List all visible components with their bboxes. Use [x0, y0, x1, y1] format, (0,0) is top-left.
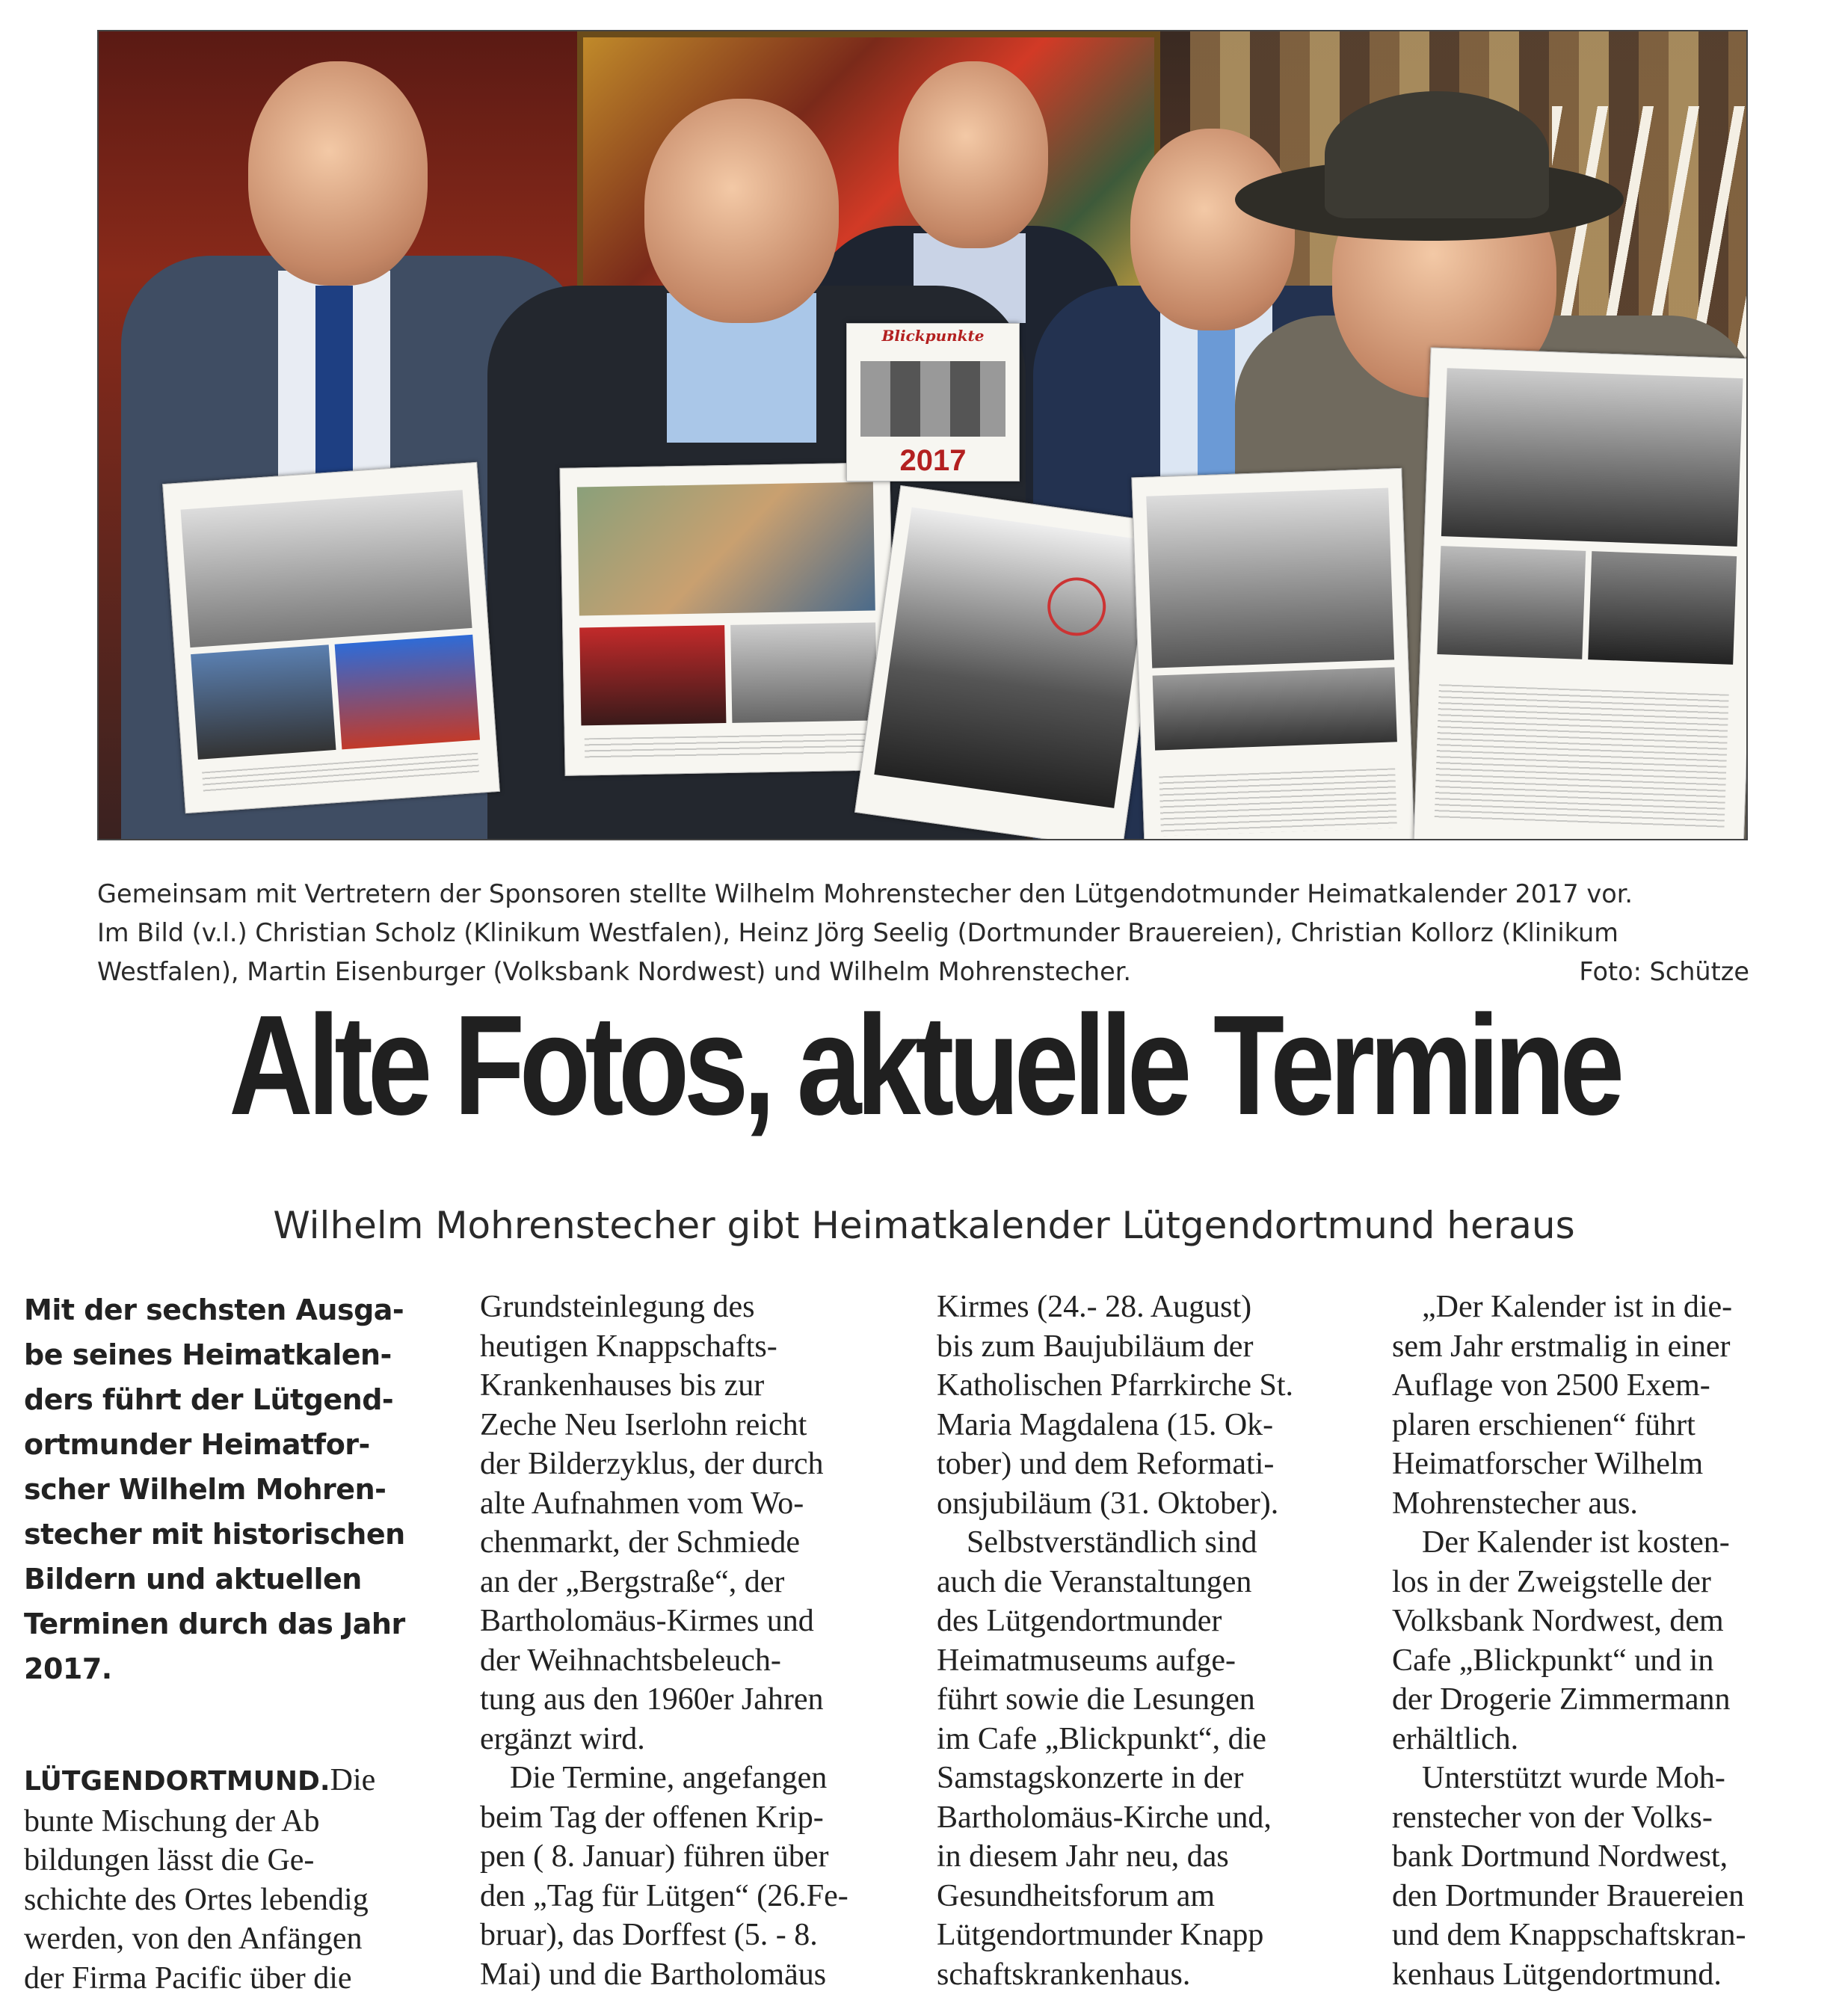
- column-line: bruar), das Dorffest (5. - 8.: [480, 1918, 818, 1952]
- lead-line: stecher mit historischen: [24, 1518, 405, 1551]
- calendar-cover-title: Blickpunkte: [881, 327, 985, 345]
- lead-line: be seines Heimatkalen-: [24, 1338, 392, 1371]
- column-line: Auflage von 2500 Exem-: [1392, 1368, 1710, 1403]
- column-line: Die Termine, angefangen: [510, 1761, 828, 1795]
- column-line: Heimatmuseums aufge-: [937, 1643, 1236, 1678]
- column-line: der Weihnachtsbeleuch-: [480, 1643, 781, 1678]
- column-line: Lütgendortmunder Knapp: [937, 1918, 1264, 1952]
- photo-caption: [97, 875, 1749, 991]
- column-line: [24, 1761, 443, 1802]
- calendar-cover-year: 2017: [899, 444, 967, 477]
- column-line: Unterstützt wurde Moh-: [1422, 1761, 1725, 1795]
- column-line: Bartholomäus-Kirmes und: [480, 1604, 814, 1638]
- column-line: beim Tag der offenen Krip-: [480, 1800, 824, 1835]
- column-line: der Drogerie Zimmermann: [1392, 1682, 1731, 1717]
- column-line: bildungen lässt die Ge-: [24, 1843, 315, 1877]
- article-column-2: [480, 1288, 899, 1994]
- lead-line: Mit der sechsten Ausga-: [24, 1293, 404, 1326]
- lead-line: ders führt der Lütgend-: [24, 1383, 394, 1416]
- column-line: heutigen Knappschafts-: [480, 1329, 777, 1364]
- column-line: plaren erschienen“ führt: [1392, 1407, 1695, 1442]
- lead-line: ortmunder Heimatfor-: [24, 1428, 370, 1461]
- column-line: Bartholomäus-Kirche und,: [937, 1800, 1272, 1835]
- column-line: Volksbank Nordwest, dem: [1392, 1604, 1724, 1638]
- calendar-sheet-5: [1414, 347, 1748, 840]
- caption-line: Westfalen), Martin Eisenburger (Volksbank Nordwest) und Wilhelm Mohrenstecher.: [97, 957, 1132, 986]
- column-line: Mohrenstecher aus.: [1392, 1486, 1638, 1521]
- column-line: pen ( 8. Januar) führen über: [480, 1839, 829, 1874]
- caption-line: Gemeinsam mit Vertretern der Sponsoren stellte Wilhelm Mohrenstecher den Lütgendotmunder Heimatkalender 2017 vor.: [97, 879, 1633, 908]
- column-line: Gesundheitsforum am: [937, 1878, 1216, 1913]
- column-line: ergänzt wird.: [480, 1721, 645, 1756]
- column-line: bis zum Baujubiläum der: [937, 1329, 1254, 1364]
- column-line: Cafe „Blickpunkt“ und in: [1392, 1643, 1714, 1678]
- column-line: werden, von den Anfängen: [24, 1922, 363, 1956]
- article-photo: [97, 30, 1748, 840]
- calendar-cover: [846, 323, 1020, 482]
- article-headline: Alte Fotos, aktuelle Termine: [229, 986, 1619, 1145]
- column-line: Grundsteinlegung des: [480, 1290, 755, 1324]
- lead-line: Bildern und aktuellen: [24, 1563, 362, 1596]
- column-line: bank Dortmund Nordwest,: [1392, 1839, 1728, 1874]
- column-line: den Dortmunder Brauereien: [1392, 1878, 1745, 1913]
- column-text: Die: [330, 1763, 376, 1797]
- article-column-3: [937, 1288, 1355, 1994]
- calendar-sheet-3: [854, 485, 1168, 840]
- column-line: Maria Magdalena (15. Ok-: [937, 1407, 1274, 1442]
- column-line: in diesem Jahr neu, das: [937, 1839, 1229, 1874]
- column-line: „Der Kalender ist in die-: [1422, 1290, 1733, 1324]
- article-subheadline: Wilhelm Mohrenstecher gibt Heimatkalender Lütgendortmund heraus: [273, 1204, 1575, 1247]
- column-line: alte Aufnahmen vom Wo-: [480, 1486, 804, 1521]
- column-line: führt sowie die Lesungen: [937, 1682, 1255, 1717]
- article-column-4: [1392, 1288, 1811, 1994]
- column-line: Der Kalender ist kosten-: [1422, 1525, 1730, 1560]
- column-line: an der „Bergstraße“, der: [480, 1564, 785, 1599]
- column-line: kenhaus Lütgendortmund.: [1392, 1957, 1722, 1992]
- column-line: tung aus den 1960er Jahren: [480, 1682, 824, 1717]
- column-line: Selbstverständlich sind: [967, 1525, 1257, 1560]
- column-line: Zeche Neu Iserlohn reicht: [480, 1407, 807, 1442]
- lead-line: Terminen durch das Jahr: [24, 1608, 405, 1640]
- column-line: schichte des Ortes lebendig: [24, 1882, 369, 1917]
- column-line: auch die Veranstaltungen: [937, 1564, 1252, 1599]
- article-lead: [24, 1288, 443, 1691]
- column-line: Krankenhauses bis zur: [480, 1368, 765, 1403]
- column-line: Samstagskonzerte in der: [937, 1761, 1244, 1795]
- column-line: Kirmes (24.- 28. August): [937, 1290, 1252, 1324]
- photo-credit: Foto: Schütze: [1579, 957, 1749, 986]
- calendar-sheet-1: [162, 462, 500, 813]
- column-line: im Cafe „Blickpunkt“, die: [937, 1721, 1266, 1756]
- column-line: renstecher von der Volks-: [1392, 1800, 1713, 1835]
- column-line: schaftskrankenhaus.: [937, 1957, 1191, 1992]
- lead-line: 2017.: [24, 1652, 112, 1685]
- column-line: den „Tag für Lütgen“ (26.Fe-: [480, 1878, 848, 1913]
- column-line: erhältlich.: [1392, 1721, 1519, 1756]
- column-line: onsjubiläum (31. Oktober).: [937, 1486, 1279, 1521]
- column-line: Heimatforscher Wilhelm: [1392, 1447, 1704, 1481]
- column-line: chenmarkt, der Schmiede: [480, 1525, 800, 1560]
- article-column-1: [24, 1761, 443, 1998]
- calendar-sheet-4: [1131, 468, 1414, 840]
- column-line: bunte Mischung der Ab: [24, 1803, 320, 1839]
- column-line: und dem Knappschaftskran-: [1392, 1918, 1746, 1952]
- dateline: LÜTGENDORTMUND.: [24, 1766, 330, 1797]
- lead-line: scher Wilhelm Mohren-: [24, 1473, 386, 1506]
- caption-line: Im Bild (v.l.) Christian Scholz (Klinikum Westfalen), Heinz Jörg Seelig (Dortmunder Brauereien), Christian Kollorz (Klinikum: [97, 918, 1618, 947]
- column-line: des Lütgendortmunder: [937, 1604, 1222, 1638]
- column-line: Katholischen Pfarrkirche St.: [937, 1368, 1294, 1403]
- column-line: der Firma Pacific über die: [24, 1960, 352, 1996]
- calendar-sheet-2: [559, 462, 895, 776]
- column-line: Mai) und die Bartholomäus: [480, 1957, 827, 1992]
- column-line: los in der Zweigstelle der: [1392, 1564, 1711, 1599]
- column-line: der Bilderzyklus, der durch: [480, 1447, 824, 1481]
- column-line: sem Jahr erstmalig in einer: [1392, 1329, 1731, 1364]
- column-line: tober) und dem Reformati-: [937, 1447, 1275, 1481]
